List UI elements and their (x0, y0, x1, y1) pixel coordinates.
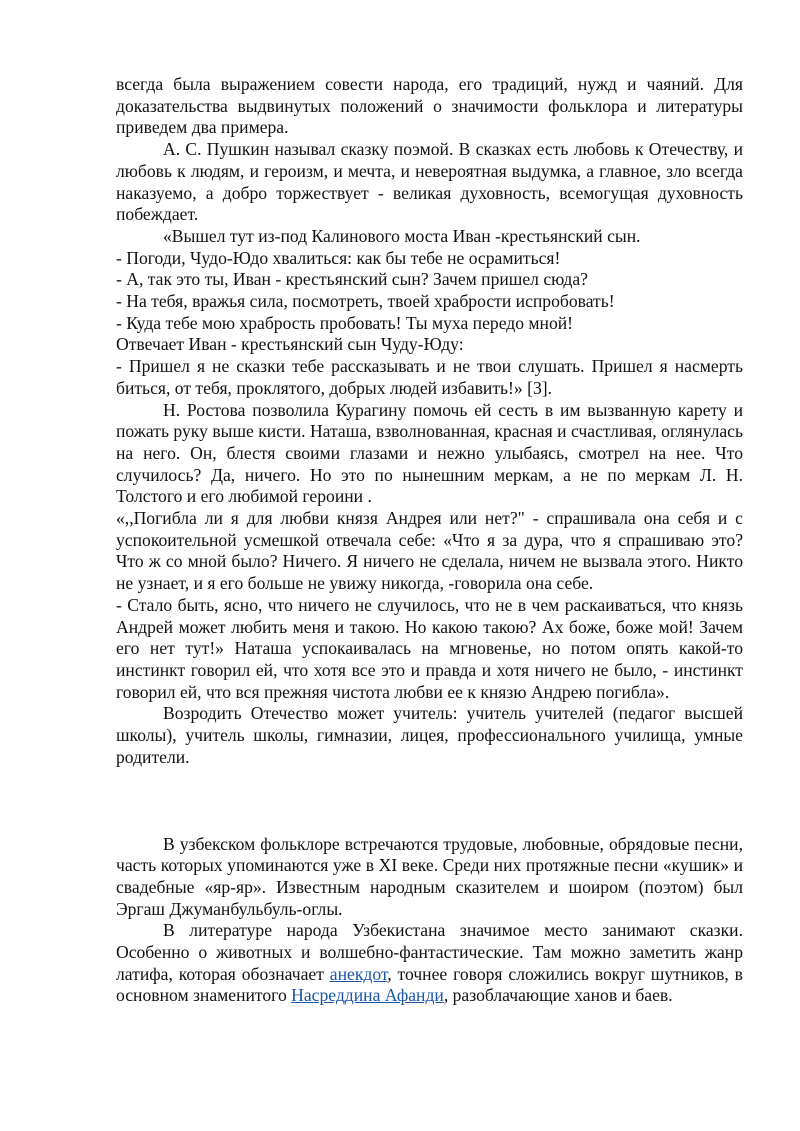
paragraph-intro: всегда была выражением совести народа, его традиций, нужд и чаяний. Для доказательства выдвинутых положений о значимости фольклора и литературы приведем два примера. (116, 74, 743, 138)
text-segment: , точнее говоря сложились вокруг шутников, в основном знаменитого (116, 963, 743, 1006)
quote-line: - А, так это ты, Иван - крестьянский сын? Зачем пришел сюда? (116, 269, 588, 290)
document-page (116, 74, 743, 1007)
anecdote-link[interactable]: анекдот (329, 963, 388, 984)
quote-line: Отвечает Иван - крестьянский сын Чуду-Юду: (116, 334, 464, 355)
text-segment: В литературе народа Узбекистана значимое место занимают сказки. Особенно о животных и волшебно-фантастические. Там можно заметить жанр латифа, которая обозначает (116, 920, 743, 984)
paragraph-uzbek-folklore: В узбекском фольклоре встречаются трудовые, любовные, обрядовые песни, часть которых упоминаются уже в XI веке. Среди них протяжные песни «кушик» и свадебные «яр-яр». Известным народным сказителем и шоиром (поэтом) был Эргаш Джуманбульбуль-оглы. (116, 833, 743, 919)
quote-line: «Вышел тут из-под Калинового моста Иван -крестьянский сын. (163, 225, 641, 246)
quote-line: - Куда тебе мою храбрость пробовать! Ты муха передо мной! (116, 312, 574, 333)
paragraph-uzbek-literature (116, 920, 743, 1007)
text-segment: , разоблачающие ханов и баев. (443, 985, 673, 1006)
paragraph-pushkin: А. С. Пушкин называл сказку поэмой. В сказках есть любовь к Отечеству, и любовь к людям, и героизм, и мечта, и невероятная выдумка, а главное, зло всегда наказуемо, а добро торжествует - великая духовность, всемогущая духовность побеждает. (116, 139, 743, 225)
paragraph-rostova: Н. Ростова позволила Курагину помочь ей сесть в им вызванную карету и пожать руку выше кисти. Наташа, взволнованная, красная и счастливая, оглянулась на него. Он, блестя своими глазами и нежно улыбаясь, смотрел на нее. Что случилось? Да, ничего. Но это по нынешним меркам, а не по меркам Л. Н. Толстого и его любимой героини . (116, 399, 743, 507)
section-spacer (116, 769, 743, 834)
paragraph-natasha-continued: - Стало быть, ясно, что ничего не случилось, что не в чем раскаиваться, что князь Андрей может любить меня и такою. Но какою такою? Ах боже, боже мой! Зачем его нет тут!» Наташа успокаивалась на мгновенье, но потом опять какой-то инстинкт говорил ей, что хотя все это и правда и хотя ничего не было, - инстинкт говорил ей, что вся прежняя чистота любви ее к князю Андрею погибла». (116, 594, 743, 702)
quote-line: - На тебя, вражья сила, посмотреть, твоей храбрости испробовать! (116, 291, 615, 312)
quote-line: - Погоди, Чудо-Юдо хвалиться: как бы тебе не осрамиться! (116, 247, 561, 268)
quote-line: - Пришел я не сказки тебе рассказывать и не твои слушать. Пришел я насмерть биться, от тебя, проклятого, добрых людей избавить!» [3]. (116, 356, 743, 398)
paragraph-teacher: Возродить Отечество может учитель: учитель учителей (педагог высшей школы), учитель школы, гимназии, лицея, профессионального училища, умные родители. (116, 703, 743, 767)
paragraph-natasha-quote: «,,Погибла ли я для любви князя Андрея или нет?" - спрашивала она себя и с успокоительной усмешкой отвечала себе: «Что я за дура, что я спрашиваю это? Что ж со мной было? Ничего. Я ничего не сделала, ничем не вызвала этого. Никто не узнает, и я его больше не увижу никогда, -говорила она себе. (116, 508, 743, 594)
nasreddin-afandi-link[interactable]: Насреддина Афанди (291, 985, 444, 1006)
